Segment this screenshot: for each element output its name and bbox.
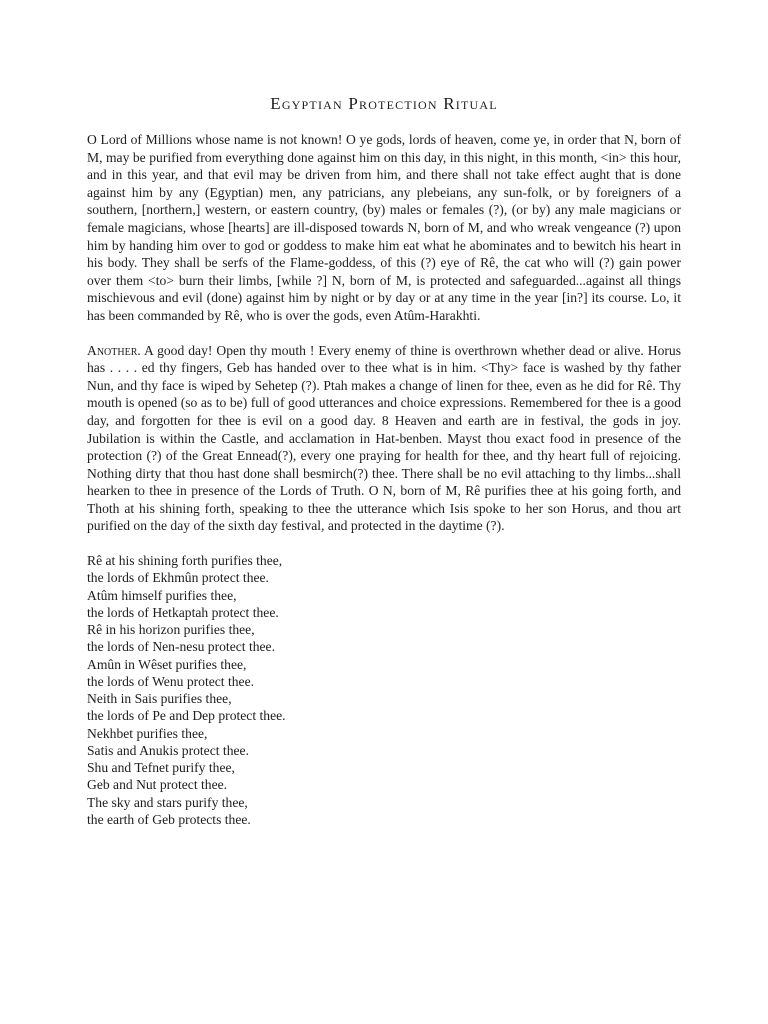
document-page bbox=[87, 94, 681, 828]
verse-line: Satis and Anukis protect thee. bbox=[87, 742, 249, 758]
verse-list bbox=[87, 552, 681, 828]
verse-line: Atûm himself purifies thee, bbox=[87, 587, 237, 603]
verse-line: Rê at his shining forth purifies thee, bbox=[87, 553, 283, 569]
verse-line: Amûn in Wêset purifies thee, bbox=[87, 656, 247, 672]
verse-line: the lords of Nen-nesu protect thee. bbox=[87, 639, 275, 655]
verse-line: the lords of Pe and Dep protect thee. bbox=[87, 708, 286, 724]
verse-line: the lords of Hetkaptah protect thee. bbox=[87, 604, 279, 620]
invocation-paragraph: O Lord of Millions whose name is not known! O ye gods, lords of heaven, come ye, in order that N, born of M, may be purified from everything done against him on this day, in this night, in this month, <in> this hour, and in this year, and that evil may be driven from him, and there shall not take effect aught that is done against him by any (Egyptian) men, any patricians, any plebeians, any sun-folk, or by foreigners of a southern, [northern,] western, or eastern country, (by) males or females (?), (or by) any male magicians or female magicians, whose [hearts] are ill-disposed towards N, born of M, and who wreak vengeance (?) upon him by handing him over to god or goddess to make him eat what he abominates and to bewitch his heart in his body. They shall be serfs of the Flame-goddess, of this (?) eye of Rê, the cat who will (?) gain power over them <to> burn their limbs, [while ?] N, born of M, is protected and safeguarded...against all things mischievous and evil (done) against him by night or by day or at any time in the year [in?] its course. Lo, it has been commanded by Rê, who is over the gods, even Atûm-Harakhti. bbox=[87, 132, 681, 323]
another-lead: Another. bbox=[87, 342, 141, 358]
verse-line: Nekhbet purifies thee, bbox=[87, 725, 208, 741]
another-paragraph-text: A good day! Open thy mouth ! Every enemy of thine is overthrown whether dead or alive. Horus has . . . . ed thy fingers, Geb has handed over to thee what is in him. <Thy> face is washed by thy father Nun, and thy face is wiped by Sehetep (?). Ptah makes a change of linen for thee, even as he did for Rê. Thy mouth is opened (so as to be) full of good utterances and choice expressions. Remembered for thee is a good day, and forgotten for thee is evil on a good day. 8 Heaven and earth are in festival, the gods in joy. Jubilation is within the Castle, and acclamation in Hat-benben. Mayst thou exact food in presence of the protection (?) of the Great Ennead(?), every one praying for health for thee, and thy heart full of rejoicing. Nothing dirty that thou hast done shall besmirch(?) thee. There shall be no evil attaching to thy limbs...shall hearken to thee in presence of the Lords of Truth. O N, born of M, Rê purifies thee at his going forth, and Thoth at his shining forth, speaking to thee the utterance which Isis spoke to her son Horus, and thou art purified on the day of the sixth day festival, and protected in the daytime (?). bbox=[87, 342, 681, 534]
verse-line: Shu and Tefnet purify thee, bbox=[87, 760, 235, 776]
verse-line: Geb and Nut protect thee. bbox=[87, 777, 228, 793]
document-title: Egyptian Protection Ritual bbox=[270, 94, 498, 113]
verse-line: Rê in his horizon purifies thee, bbox=[87, 622, 255, 638]
verse-line: the lords of Ekhmûn protect thee. bbox=[87, 570, 269, 586]
verse-line: Neith in Sais purifies thee, bbox=[87, 691, 232, 707]
verse-line: The sky and stars purify thee, bbox=[87, 794, 248, 810]
verse-line: the lords of Wenu protect thee. bbox=[87, 673, 255, 689]
verse-line: the earth of Geb protects thee. bbox=[87, 811, 251, 827]
another-paragraph bbox=[87, 342, 681, 536]
